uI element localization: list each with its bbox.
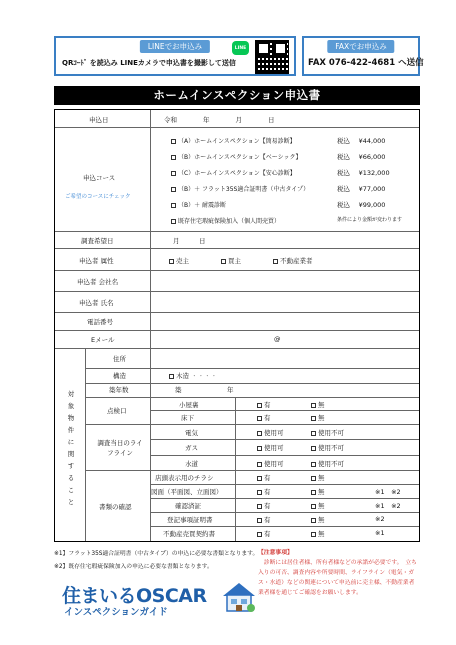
- attr-label: 申込者 属性: [79, 257, 114, 265]
- doc-opt-a[interactable]: 有: [257, 529, 271, 538]
- structure-label: 構造: [113, 372, 126, 380]
- attr-option[interactable]: 売主: [169, 256, 189, 265]
- col-divider: [235, 470, 236, 541]
- col-divider: [235, 424, 236, 470]
- checkbox-icon[interactable]: [311, 416, 316, 421]
- course-option[interactable]: 既存住宅瑕疵保険加入（個人間売買）: [171, 216, 280, 225]
- port-opt-a[interactable]: 有: [257, 400, 271, 409]
- checkbox-icon[interactable]: [311, 532, 316, 537]
- row-divider: [150, 410, 419, 411]
- house-icon: [221, 580, 257, 614]
- checkbox-icon[interactable]: [169, 374, 174, 379]
- doc-name: 図面（平面図、立面図）: [151, 488, 223, 496]
- checkbox-icon[interactable]: [257, 476, 262, 481]
- doc-opt-b[interactable]: 無: [311, 515, 325, 524]
- row-divider: [55, 330, 419, 331]
- line-logo-icon: LINE: [232, 41, 249, 55]
- lifeline-opt-a[interactable]: 使用可: [257, 443, 284, 452]
- lifeline-name: ガス: [185, 444, 198, 452]
- checkbox-icon[interactable]: [311, 490, 316, 495]
- checkbox-icon[interactable]: [257, 518, 262, 523]
- course-price: 税込 ¥77,000: [337, 185, 386, 193]
- doc-opt-b[interactable]: 無: [311, 529, 325, 538]
- attr-option[interactable]: 買主: [221, 256, 241, 265]
- brand-logo: 住まいるOSCAR: [62, 585, 207, 607]
- doc-opt-a[interactable]: 有: [257, 501, 271, 510]
- name-input[interactable]: [155, 295, 413, 309]
- col-divider: [235, 397, 236, 424]
- lifeline-label: 調査当日のライフライン: [97, 439, 143, 457]
- checkbox-icon[interactable]: [257, 490, 262, 495]
- age-value[interactable]: 築 年: [175, 386, 234, 394]
- checkbox-icon[interactable]: [257, 504, 262, 509]
- row-divider: [85, 368, 419, 369]
- phone-input[interactable]: [155, 315, 413, 327]
- lifeline-opt-b[interactable]: 使用不可: [311, 443, 344, 452]
- name-label: 申込者 氏名: [79, 299, 114, 307]
- footnote: ※2】既存住宅瑕疵保険加入の申込に必要な書類となります。: [54, 564, 213, 570]
- structure-option[interactable]: 木造 ・・・・: [169, 371, 217, 380]
- doc-opt-b[interactable]: 無: [311, 501, 325, 510]
- checkbox-icon[interactable]: [311, 446, 316, 451]
- address-label: 住所: [113, 355, 126, 363]
- lifeline-name: 電気: [185, 429, 198, 437]
- checkbox-icon[interactable]: [311, 431, 316, 436]
- port-opt-b[interactable]: 無: [311, 413, 325, 422]
- application-form: [54, 109, 420, 542]
- course-label: 申込コース: [83, 174, 116, 182]
- row-divider: [85, 424, 419, 425]
- survey-date-value[interactable]: 月 日: [173, 237, 206, 245]
- line-instruction: QRｺｰﾄﾞ を読込み LINEカメラで申込書を撮影して送信: [62, 59, 236, 67]
- checkbox-icon[interactable]: [257, 446, 262, 451]
- checkbox-icon[interactable]: [273, 259, 278, 264]
- doc-opt-b[interactable]: 無: [311, 473, 325, 482]
- course-price-note: 条件により金額が変わります: [337, 217, 403, 223]
- row-divider: [150, 498, 419, 499]
- row-divider: [55, 231, 419, 232]
- course-hint: ご希望のコースにチェック: [65, 194, 131, 200]
- checkbox-icon[interactable]: [171, 219, 176, 224]
- doc-name: 確認済証: [175, 502, 201, 510]
- course-price: 税込 ¥44,000: [337, 137, 386, 145]
- property-label: 対象物件に関すること: [67, 390, 75, 506]
- row-divider: [55, 270, 419, 271]
- row-divider: [150, 455, 419, 456]
- page-title: ホームインスペクション申込書: [54, 86, 420, 105]
- lifeline-opt-b[interactable]: 使用不可: [311, 428, 344, 437]
- course-option[interactable]: （B）ホームインスペクション【ベーシック】: [171, 152, 301, 161]
- lifeline-opt-a[interactable]: 使用可: [257, 459, 284, 468]
- checkbox-icon[interactable]: [171, 171, 176, 176]
- checkbox-icon[interactable]: [171, 203, 176, 208]
- row-divider: [55, 312, 419, 313]
- company-label: 申込者 会社名: [77, 278, 119, 286]
- inspection-port-label: 点検口: [107, 407, 127, 415]
- course-option[interactable]: （C）ホームインスペクション【安心診断】: [171, 168, 296, 177]
- doc-name: 不動産売買契約書: [163, 530, 215, 538]
- port-opt-b[interactable]: 無: [311, 400, 325, 409]
- footnote: ※1】フラット35S適合証明書（中古タイプ）の申込に必要な書類となります。: [54, 551, 259, 557]
- checkbox-icon[interactable]: [257, 462, 262, 467]
- footnotes: [54, 548, 258, 574]
- line-header: LINEでお申込み: [140, 40, 210, 53]
- row-divider: [85, 397, 419, 398]
- row-divider: [150, 512, 419, 513]
- port-name: 床下: [181, 414, 194, 422]
- fax-apply-box: [302, 36, 424, 76]
- brand-subtitle: インスペクションガイド: [64, 607, 168, 618]
- checkbox-icon[interactable]: [221, 259, 226, 264]
- caution-box: [258, 548, 420, 598]
- checkbox-icon[interactable]: [171, 187, 176, 192]
- survey-date-label: 調査希望日: [81, 237, 114, 245]
- date-value[interactable]: 令和 年 月 日: [164, 116, 275, 124]
- course-price: 税込 ¥99,000: [337, 201, 386, 209]
- attr-option[interactable]: 不動産業者: [273, 256, 313, 265]
- port-name: 小屋裏: [179, 401, 199, 409]
- course-option[interactable]: （B）＋ 耐震診断: [171, 200, 226, 209]
- course-price: 税込 ¥66,000: [337, 153, 386, 161]
- caution-heading: 【注意事項】: [258, 550, 293, 556]
- row-divider: [55, 127, 419, 128]
- doc-opt-a[interactable]: 有: [257, 515, 271, 524]
- doc-note: ※1: [375, 529, 385, 537]
- row-divider: [55, 248, 419, 249]
- row-divider: [85, 383, 419, 384]
- row-divider: [150, 439, 419, 440]
- doc-opt-a[interactable]: 有: [257, 487, 271, 496]
- row-divider: [55, 348, 419, 349]
- course-price: 税込 ¥132,000: [337, 169, 390, 177]
- date-label: 申込日: [89, 116, 109, 124]
- checkbox-icon[interactable]: [311, 518, 316, 523]
- course-option[interactable]: （A）ホームインスペクション【簡易診断】: [171, 136, 296, 145]
- lifeline-opt-a[interactable]: 使用可: [257, 428, 284, 437]
- checkbox-icon[interactable]: [257, 403, 262, 408]
- row-divider: [150, 526, 419, 527]
- fax-instruction: FAX 076-422-4681 へ送信: [308, 58, 424, 68]
- doc-note: ※1 ※2: [375, 502, 401, 510]
- col-divider: [85, 348, 86, 541]
- port-opt-a[interactable]: 有: [257, 413, 271, 422]
- email-at[interactable]: @: [274, 335, 281, 343]
- doc-name: 店頭表示用のチラシ: [155, 474, 214, 482]
- docs-label: 書類の確認: [99, 503, 132, 511]
- checkbox-icon[interactable]: [257, 532, 262, 537]
- checkbox-icon[interactable]: [257, 431, 262, 436]
- checkbox-icon[interactable]: [169, 259, 174, 264]
- phone-label: 電話番号: [87, 318, 113, 326]
- row-divider: [55, 291, 419, 292]
- row-divider: [150, 484, 419, 485]
- col-divider: [150, 110, 151, 541]
- lifeline-opt-b[interactable]: 使用不可: [311, 459, 344, 468]
- fax-header: FAXでお申込み: [327, 40, 394, 53]
- line-apply-box: [54, 36, 296, 76]
- checkbox-icon[interactable]: [311, 476, 316, 481]
- course-option[interactable]: （B）＋ フラット35S適合証明書（中古タイプ）: [171, 184, 309, 193]
- lifeline-name: 水道: [185, 460, 198, 468]
- doc-name: 登記事項証明書: [167, 516, 213, 524]
- checkbox-icon[interactable]: [311, 462, 316, 467]
- age-label: 築年数: [109, 386, 129, 394]
- email-label: Eメール: [91, 336, 115, 344]
- checkbox-icon[interactable]: [257, 416, 262, 421]
- doc-opt-a[interactable]: 有: [257, 473, 271, 482]
- doc-opt-b[interactable]: 無: [311, 487, 325, 496]
- row-divider: [85, 470, 419, 471]
- checkbox-icon[interactable]: [171, 155, 176, 160]
- qr-code-icon[interactable]: [255, 40, 289, 74]
- checkbox-icon[interactable]: [311, 403, 316, 408]
- checkbox-icon[interactable]: [311, 504, 316, 509]
- company-input[interactable]: [155, 274, 413, 288]
- caution-body: 診断には居住者様、所有者様などの承諾が必要です。 立ち入りの可否、調査内容や所要時間、ライフライン（電気・ガス・水道）などの関連について申込前に売主様、不動産業者業者様を通じてご確認をお願いします。: [258, 560, 417, 596]
- checkbox-icon[interactable]: [171, 139, 176, 144]
- doc-note: ※2: [375, 515, 385, 523]
- doc-note: ※1 ※2: [375, 488, 401, 496]
